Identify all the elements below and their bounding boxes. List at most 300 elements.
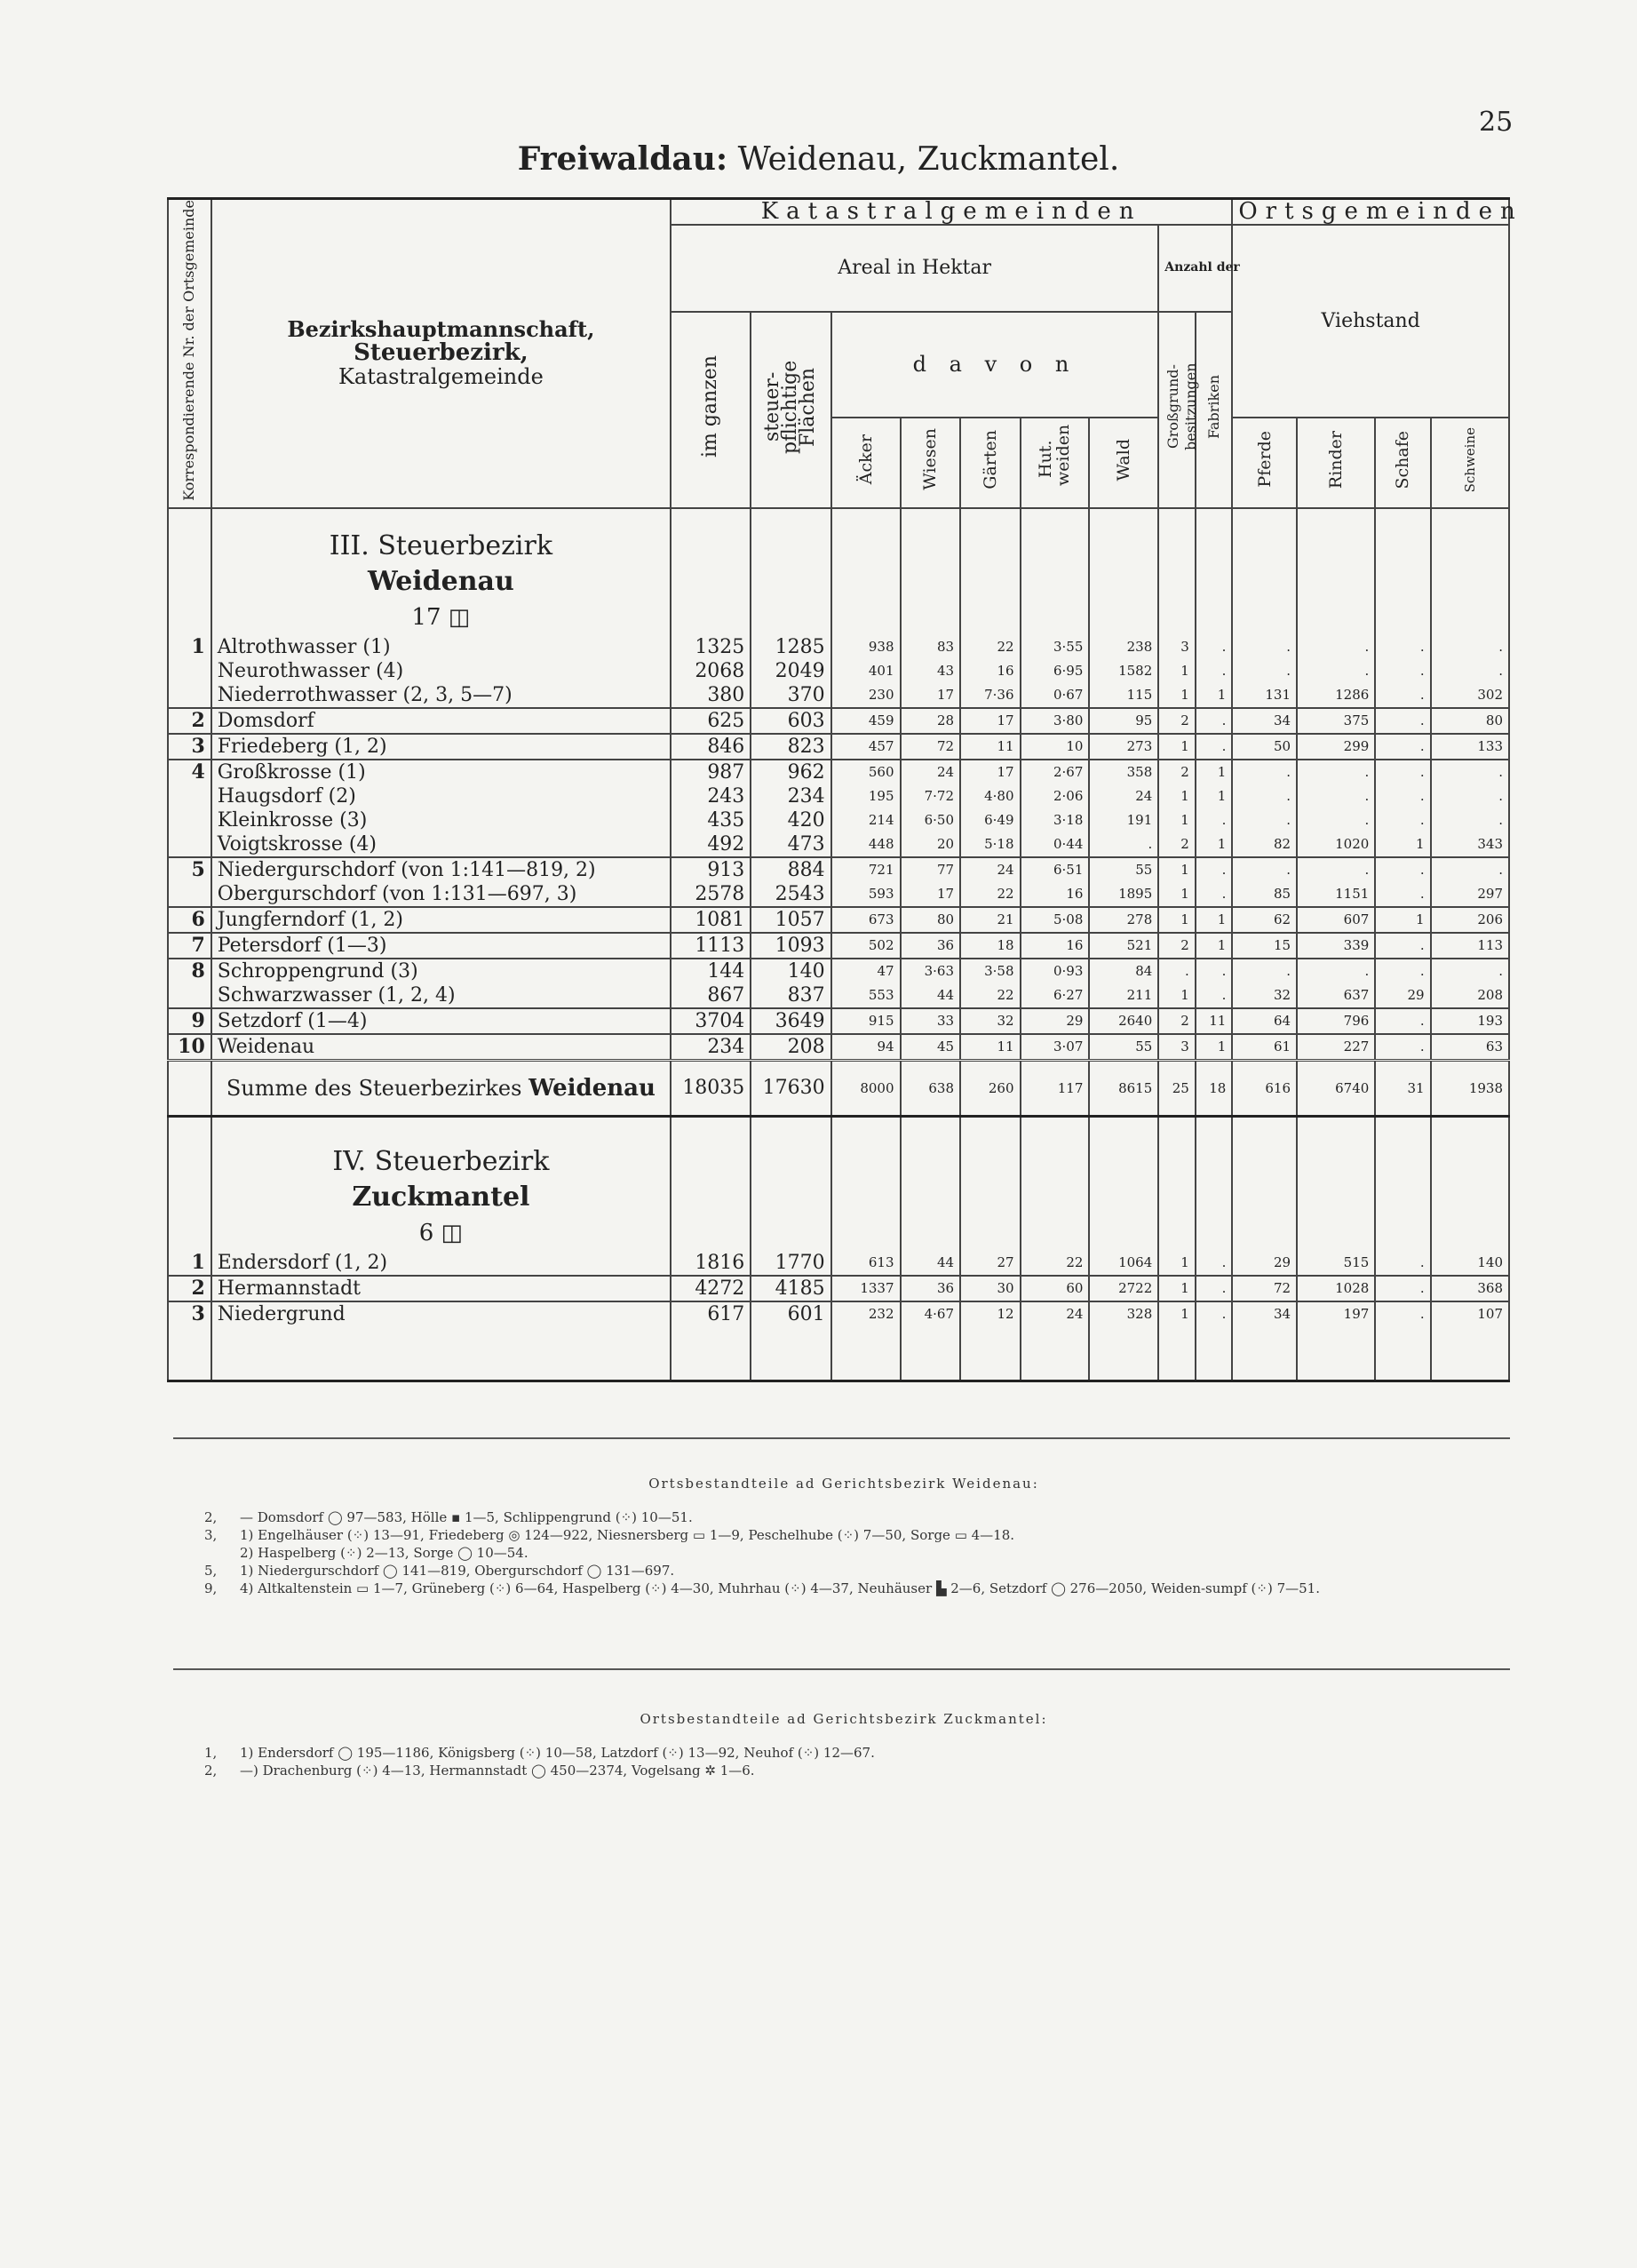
cell-gross: 3 <box>1158 635 1196 659</box>
empty-cell <box>1375 1326 1430 1381</box>
cell-hut: 24 <box>1021 1301 1090 1326</box>
cell-ganz: 846 <box>671 734 751 760</box>
cell-fabr: 1 <box>1196 907 1233 933</box>
separator-cell <box>671 1116 751 1125</box>
nr-cell <box>168 564 211 600</box>
sum-fabr: 18 <box>1196 1060 1233 1116</box>
separator-cell <box>831 1116 901 1125</box>
cell-wiesen: 83 <box>901 635 961 659</box>
cell-steuer: 601 <box>751 1301 830 1326</box>
cell-ganz: 2068 <box>671 659 751 683</box>
footnote-text: —) Drachenburg (⁘) 4—13, Hermannstadt ◯ 450—2374, Vogelsang ✲ 1—6. <box>240 1763 755 1779</box>
cell-fabr: 1 <box>1196 784 1233 808</box>
empty-cell <box>1375 564 1430 600</box>
cell-gross: 1 <box>1158 857 1196 882</box>
cell-steuer: 823 <box>751 734 830 760</box>
cell-gaerten: 22 <box>960 983 1021 1008</box>
katastralgemeinde-name: Endersdorf (1, 2) <box>211 1251 671 1276</box>
cell-pferde: . <box>1232 760 1297 784</box>
cell-ganz: 913 <box>671 857 751 882</box>
cell-ganz: 1113 <box>671 933 751 959</box>
empty-cell <box>1297 1215 1375 1251</box>
cell-steuer: 603 <box>751 708 830 734</box>
cell-wald: 328 <box>1089 1301 1158 1326</box>
cell-schweine: 368 <box>1431 1276 1509 1301</box>
cell-schweine: 63 <box>1431 1034 1509 1061</box>
empty-cell <box>960 564 1021 600</box>
katastralgemeinde-name: Haugsdorf (2) <box>211 784 671 808</box>
footnote-text: 2) Haspelberg (⁘) 2—13, Sorge ◯ 10—54. <box>240 1545 528 1561</box>
empty-cell <box>1375 1125 1430 1180</box>
nr-cell <box>168 508 211 564</box>
cell-wald: 55 <box>1089 857 1158 882</box>
cell-rinder: 607 <box>1297 907 1375 933</box>
table-row <box>168 659 1509 683</box>
cell-wald: 191 <box>1089 808 1158 832</box>
table-row <box>168 708 1509 734</box>
cell-aecker: 553 <box>831 983 901 1008</box>
cell-wiesen: 45 <box>901 1034 961 1061</box>
cell-pferde: 34 <box>1232 1301 1297 1326</box>
empty-cell <box>1196 1180 1233 1215</box>
footnote-text: 1) Engelhäuser (⁘) 13—91, Friedeberg ◎ 124—922, Niesnersberg ▭ 1—9, Peschelhube (⁘) 7—50, Sorge ▭ 4—18. <box>240 1527 1015 1543</box>
empty-cell <box>1232 1326 1297 1381</box>
separator-cell <box>1089 1116 1158 1125</box>
cell-fabr: . <box>1196 959 1233 983</box>
cell-gaerten: 30 <box>960 1276 1021 1301</box>
cell-hut: 22 <box>1021 1251 1090 1276</box>
cell-rinder: . <box>1297 659 1375 683</box>
cell-hut: 3·07 <box>1021 1034 1090 1061</box>
cell-schweine: 208 <box>1431 983 1509 1008</box>
empty-cell <box>831 508 901 564</box>
cell-aecker: 214 <box>831 808 901 832</box>
empty-cell <box>1431 600 1509 635</box>
footnote-number: 2, <box>204 1509 218 1525</box>
empty-cell <box>671 1180 751 1215</box>
empty-cell <box>960 1125 1021 1180</box>
cell-ganz: 1081 <box>671 907 751 933</box>
empty-cell <box>1089 600 1158 635</box>
sum-label-bold: Weidenau <box>528 1074 656 1102</box>
cell-hut: 3·55 <box>1021 635 1090 659</box>
header-pferde: Pferde <box>1232 418 1297 508</box>
cell-gross: 2 <box>1158 708 1196 734</box>
row-number: 2 <box>168 1276 211 1301</box>
empty-cell <box>1431 1125 1509 1180</box>
empty-cell <box>1089 1125 1158 1180</box>
cell-ganz: 234 <box>671 1034 751 1061</box>
empty-cell <box>671 1326 751 1381</box>
cell-aecker: 232 <box>831 1301 901 1326</box>
nr-cell <box>168 1180 211 1215</box>
cell-schafe: . <box>1375 808 1430 832</box>
cell-aecker: 613 <box>831 1251 901 1276</box>
empty-cell <box>960 600 1021 635</box>
cell-wiesen: 4·67 <box>901 1301 961 1326</box>
empty-cell <box>1232 508 1297 564</box>
cell-wald: 1895 <box>1089 882 1158 907</box>
cell-gross: 1 <box>1158 1251 1196 1276</box>
footnote-number: 1, <box>204 1745 218 1761</box>
cell-wiesen: 17 <box>901 882 961 907</box>
cell-gaerten: 5·18 <box>960 832 1021 857</box>
cell-aecker: 459 <box>831 708 901 734</box>
cell-schafe: . <box>1375 683 1430 708</box>
header-schafe: Schafe <box>1375 418 1430 508</box>
cell-hut: 16 <box>1021 882 1090 907</box>
empty-cell <box>751 1326 830 1381</box>
sum-schafe: 31 <box>1375 1060 1430 1116</box>
cell-ganz: 380 <box>671 683 751 708</box>
cell-ganz: 3704 <box>671 1008 751 1034</box>
empty-cell <box>751 1180 830 1215</box>
cell-wald: 211 <box>1089 983 1158 1008</box>
cell-schweine: . <box>1431 784 1509 808</box>
cell-gross: 3 <box>1158 1034 1196 1061</box>
cell-wiesen: 36 <box>901 933 961 959</box>
empty-cell <box>1232 600 1297 635</box>
cell-wiesen: 77 <box>901 857 961 882</box>
header-viehstand: Viehstand <box>1232 225 1509 418</box>
cell-schweine: 206 <box>1431 907 1509 933</box>
cell-aecker: 560 <box>831 760 901 784</box>
cell-hut: 3·18 <box>1021 808 1090 832</box>
cell-ganz: 625 <box>671 708 751 734</box>
cell-wald: 1064 <box>1089 1251 1158 1276</box>
footnote-line <box>204 1508 1483 1526</box>
cell-gaerten: 27 <box>960 1251 1021 1276</box>
cell-schafe: . <box>1375 635 1430 659</box>
cell-hut: 6·27 <box>1021 983 1090 1008</box>
cell-gaerten: 21 <box>960 907 1021 933</box>
empty-cell <box>1021 1125 1090 1180</box>
section-name: Zuckmantel <box>211 1180 671 1215</box>
cell-schweine: 302 <box>1431 683 1509 708</box>
cell-ganz: 435 <box>671 808 751 832</box>
cell-steuer: 1057 <box>751 907 830 933</box>
footnote-line <box>204 1562 1483 1580</box>
empty-cell <box>831 1180 901 1215</box>
cell-aecker: 94 <box>831 1034 901 1061</box>
statistics-table <box>167 197 1523 1382</box>
separator-cell <box>1232 1116 1297 1125</box>
footnotes-zuckmantel <box>204 1710 1483 1779</box>
empty-cell <box>1297 600 1375 635</box>
empty-cell <box>1089 1326 1158 1381</box>
cell-wald: 358 <box>1089 760 1158 784</box>
cell-gross: . <box>1158 959 1196 983</box>
cell-ganz: 987 <box>671 760 751 784</box>
row-number: 5 <box>168 857 211 907</box>
header-steuerpflichtig: steuer-pflichtige Flächen <box>751 312 830 508</box>
cell-wald: 2722 <box>1089 1276 1158 1301</box>
empty-cell <box>831 1215 901 1251</box>
table-row <box>168 1034 1509 1061</box>
empty-cell <box>751 1125 830 1180</box>
cell-rinder: 375 <box>1297 708 1375 734</box>
separator-cell <box>1297 1116 1375 1125</box>
cell-aecker: 195 <box>831 784 901 808</box>
cell-pferde: . <box>1232 857 1297 882</box>
cell-hut: 29 <box>1021 1008 1090 1034</box>
cell-gross: 1 <box>1158 882 1196 907</box>
header-davon: d a v o n <box>831 312 1159 418</box>
header-areal: Areal in Hektar <box>671 225 1158 312</box>
empty-cell <box>1196 1125 1233 1180</box>
cell-fabr: . <box>1196 983 1233 1008</box>
separator-cell <box>1431 1116 1509 1125</box>
cell-schafe: 1 <box>1375 832 1430 857</box>
katastralgemeinde-name: Schroppengrund (3) <box>211 959 671 983</box>
cell-wiesen: 3·63 <box>901 959 961 983</box>
empty-cell <box>1232 1180 1297 1215</box>
table-bottom-row <box>168 1326 1509 1381</box>
empty-cell <box>1232 1125 1297 1180</box>
cell-gaerten: 24 <box>960 857 1021 882</box>
cell-wald: 278 <box>1089 907 1158 933</box>
cell-wiesen: 7·72 <box>901 784 961 808</box>
header-rinder: Rinder <box>1297 418 1375 508</box>
cell-gaerten: 12 <box>960 1301 1021 1326</box>
footnote-lines <box>204 1508 1483 1597</box>
cell-wiesen: 20 <box>901 832 961 857</box>
header-wiesen: Wiesen <box>901 418 961 508</box>
empty-cell <box>1297 1326 1375 1381</box>
empty-cell <box>960 508 1021 564</box>
empty-cell <box>751 564 830 600</box>
cell-gross: 1 <box>1158 784 1196 808</box>
empty-cell <box>1158 564 1196 600</box>
cell-wiesen: 6·50 <box>901 808 961 832</box>
cell-gross: 1 <box>1158 734 1196 760</box>
footnote-number: 2, <box>204 1763 218 1779</box>
section-count: 17 ◫ <box>211 600 671 635</box>
cell-hut: 0·93 <box>1021 959 1090 983</box>
header-ortsgemeinden: Ortsgemeinden <box>1232 199 1509 226</box>
empty-cell <box>901 508 961 564</box>
cell-schweine: . <box>1431 659 1509 683</box>
cell-rinder: 339 <box>1297 933 1375 959</box>
section-name: Weidenau <box>211 564 671 600</box>
row-number: 6 <box>168 907 211 933</box>
cell-pferde: . <box>1232 808 1297 832</box>
cell-aecker: 230 <box>831 683 901 708</box>
cell-gaerten: 32 <box>960 1008 1021 1034</box>
empty-cell <box>1196 1326 1233 1381</box>
footnote-line <box>204 1544 1483 1562</box>
separator-cell <box>901 1116 961 1125</box>
cell-aecker: 673 <box>831 907 901 933</box>
footnote-line <box>204 1580 1483 1597</box>
empty-cell <box>831 564 901 600</box>
cell-schweine: . <box>1431 959 1509 983</box>
table-row <box>168 832 1509 857</box>
cell-ganz: 4272 <box>671 1276 751 1301</box>
cell-steuer: 837 <box>751 983 830 1008</box>
empty-cell <box>1089 1180 1158 1215</box>
cell-wald: 238 <box>1089 635 1158 659</box>
sum-label-text: Summe des Steuerbezirkes <box>226 1075 522 1101</box>
cell-wald: 84 <box>1089 959 1158 983</box>
cell-rinder: . <box>1297 784 1375 808</box>
empty-cell <box>1158 600 1196 635</box>
cell-rinder: . <box>1297 760 1375 784</box>
katastralgemeinde-name: Niedergrund <box>211 1301 671 1326</box>
cell-gross: 2 <box>1158 760 1196 784</box>
cell-ganz: 243 <box>671 784 751 808</box>
empty-cell <box>831 1125 901 1180</box>
sum-steuer: 17630 <box>751 1060 830 1116</box>
cell-fabr: . <box>1196 635 1233 659</box>
katastralgemeinde-name: Jungferndorf (1, 2) <box>211 907 671 933</box>
cell-gaerten: 6·49 <box>960 808 1021 832</box>
cell-pferde: 50 <box>1232 734 1297 760</box>
empty-cell <box>751 600 830 635</box>
empty-cell <box>1089 508 1158 564</box>
cell-aecker: 1337 <box>831 1276 901 1301</box>
section-heading <box>168 508 1509 564</box>
table-row <box>168 635 1509 659</box>
table-row <box>168 983 1509 1008</box>
table-row <box>168 933 1509 959</box>
separator-cell <box>1196 1116 1233 1125</box>
empty-cell <box>1021 508 1090 564</box>
cell-fabr: 11 <box>1196 1008 1233 1034</box>
empty-cell <box>901 1215 961 1251</box>
cell-gross: 1 <box>1158 1276 1196 1301</box>
empty-cell <box>1196 508 1233 564</box>
cell-rinder: . <box>1297 808 1375 832</box>
katastralgemeinde-name: Weidenau <box>211 1034 671 1061</box>
empty-cell <box>1375 508 1430 564</box>
cell-gross: 1 <box>1158 683 1196 708</box>
cell-steuer: 1770 <box>751 1251 830 1276</box>
empty-cell <box>671 1125 751 1180</box>
cell-gaerten: 7·36 <box>960 683 1021 708</box>
cell-aecker: 915 <box>831 1008 901 1034</box>
cell-wald: 24 <box>1089 784 1158 808</box>
empty-cell <box>1297 508 1375 564</box>
footnote-rule <box>173 1437 1510 1439</box>
empty-cell <box>831 600 901 635</box>
sum-wald: 8615 <box>1089 1060 1158 1116</box>
empty-cell <box>1021 564 1090 600</box>
header-gaerten: Gärten <box>960 418 1021 508</box>
empty-cell <box>1232 564 1297 600</box>
cell-fabr: . <box>1196 808 1233 832</box>
row-number: 1 <box>168 1251 211 1276</box>
cell-steuer: 140 <box>751 959 830 983</box>
cell-aecker: 401 <box>831 659 901 683</box>
table-row <box>168 882 1509 907</box>
cell-wiesen: 28 <box>901 708 961 734</box>
cell-hut: 3·80 <box>1021 708 1090 734</box>
table-row <box>168 808 1509 832</box>
footnote-number <box>204 1544 240 1562</box>
cell-hut: 60 <box>1021 1276 1090 1301</box>
katastralgemeinde-name: Niederrothwasser (2, 3, 5—7) <box>211 683 671 708</box>
cell-schafe: . <box>1375 1034 1430 1061</box>
cell-gaerten: 3·58 <box>960 959 1021 983</box>
footnote-number: 5, <box>204 1563 218 1579</box>
cell-rinder: 637 <box>1297 983 1375 1008</box>
section-heading <box>168 600 1509 635</box>
cell-pferde: . <box>1232 635 1297 659</box>
cell-fabr: . <box>1196 708 1233 734</box>
cell-schweine: . <box>1431 808 1509 832</box>
empty-cell <box>1158 1180 1196 1215</box>
cell-pferde: . <box>1232 959 1297 983</box>
empty-cell <box>671 508 751 564</box>
empty-cell <box>1196 1215 1233 1251</box>
cell-fabr: . <box>1196 857 1233 882</box>
cell-fabr: 1 <box>1196 933 1233 959</box>
katastralgemeinde-name: Schwarzwasser (1, 2, 4) <box>211 983 671 1008</box>
cell-hut: 0·44 <box>1021 832 1090 857</box>
cell-gross: 2 <box>1158 832 1196 857</box>
cell-steuer: 1285 <box>751 635 830 659</box>
empty-cell <box>901 1180 961 1215</box>
cell-aecker: 47 <box>831 959 901 983</box>
footnotes-weidenau <box>204 1475 1483 1597</box>
row-number: 8 <box>168 959 211 1008</box>
page-title: Freiwaldau: Weidenau, Zuckmantel. <box>517 140 1120 178</box>
cell-gaerten: 22 <box>960 882 1021 907</box>
cell-wald: 2640 <box>1089 1008 1158 1034</box>
cell-aecker: 593 <box>831 882 901 907</box>
empty-cell <box>1021 600 1090 635</box>
separator-cell <box>751 1116 830 1125</box>
cell-wald: 115 <box>1089 683 1158 708</box>
cell-steuer: 4185 <box>751 1276 830 1301</box>
cell-gaerten: 18 <box>960 933 1021 959</box>
header-schweine: Schweine <box>1431 418 1509 508</box>
separator-cell <box>1158 1116 1196 1125</box>
table-row <box>168 1251 1509 1276</box>
section-title: IV. Steuerbezirk <box>211 1125 671 1180</box>
section-title: III. Steuerbezirk <box>211 508 671 564</box>
cell-schafe: . <box>1375 1301 1430 1326</box>
cell-hut: 10 <box>1021 734 1090 760</box>
separator-cell <box>1375 1116 1430 1125</box>
cell-pferde: 131 <box>1232 683 1297 708</box>
empty-cell <box>901 600 961 635</box>
cell-steuer: 2543 <box>751 882 830 907</box>
cell-wald: 273 <box>1089 734 1158 760</box>
cell-gaerten: 4·80 <box>960 784 1021 808</box>
empty-cell <box>960 1326 1021 1381</box>
cell-schweine: 297 <box>1431 882 1509 907</box>
empty-cell <box>1021 1180 1090 1215</box>
sum-wiesen: 638 <box>901 1060 961 1116</box>
cell-rinder: . <box>1297 635 1375 659</box>
empty-cell <box>1431 564 1509 600</box>
cell-ganz: 492 <box>671 832 751 857</box>
table-row <box>168 760 1509 784</box>
cell-hut: 16 <box>1021 933 1090 959</box>
cell-schweine: . <box>1431 635 1509 659</box>
row-number: 7 <box>168 933 211 959</box>
cell-fabr: 1 <box>1196 1034 1233 1061</box>
cell-steuer: 370 <box>751 683 830 708</box>
cell-aecker: 457 <box>831 734 901 760</box>
cell-wald: 521 <box>1089 933 1158 959</box>
nr-cell <box>168 600 211 635</box>
empty-cell <box>1158 1326 1196 1381</box>
cell-rinder: 1028 <box>1297 1276 1375 1301</box>
cell-schweine: 193 <box>1431 1008 1509 1034</box>
